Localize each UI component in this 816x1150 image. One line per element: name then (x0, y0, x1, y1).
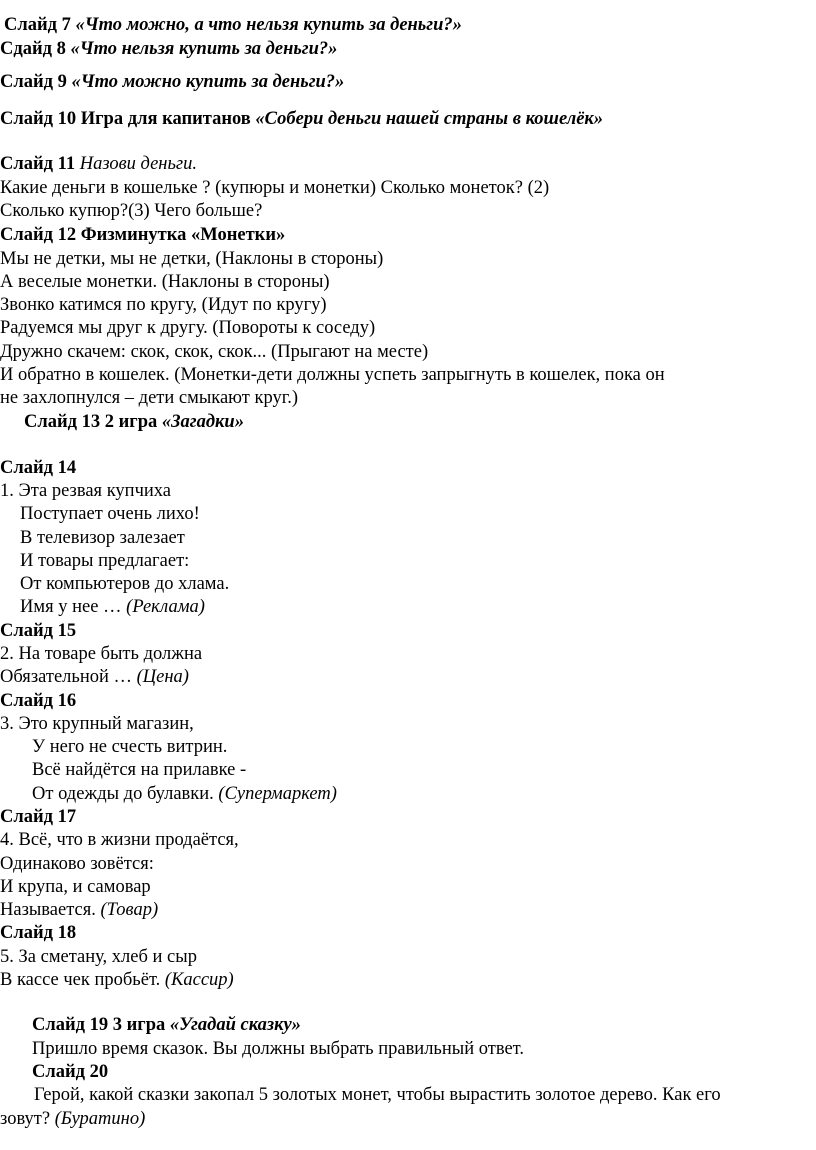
riddle-answer-line: Называется. (Товар) (0, 900, 159, 920)
riddle-line: У него не счесть витрин. (32, 737, 228, 757)
riddle-answer-line: В кассе чек пробьёт. (Кассир) (0, 970, 234, 990)
text-line: зовут? (Буратино) (0, 1109, 146, 1129)
text-line: Радуемся мы друг к другу. (Повороты к соседу) (0, 318, 376, 338)
line-slide-9: Слайд 9 «Что можно купить за деньги?» (0, 72, 345, 92)
text-line: Мы не детки, мы не детки, (Наклоны в стороны) (0, 249, 384, 269)
text-line: не захлопнулся – дети смыкают круг.) (0, 388, 298, 408)
text-line: Герой, какой сказки закопал 5 золотых монет, чтобы вырастить золотое дерево. Как его (34, 1085, 721, 1105)
line-slide-14: Слайд 14 (0, 458, 77, 478)
text-line: Пришло время сказок. Вы должны выбрать правильный ответ. (32, 1039, 524, 1059)
riddle-line: В телевизор залезает (20, 528, 185, 548)
riddle-line: И крупа, и самовар (0, 877, 151, 897)
line-slide-19: Слайд 19 3 игра «Угадай сказку» (32, 1015, 301, 1035)
riddle-line: 1. Эта резвая купчиха (0, 481, 171, 501)
text-line: И обратно в кошелек. (Монетки-дети должны успеть запрыгнуть в кошелек, пока он (0, 365, 665, 385)
riddle-line: Одинаково зовётся: (0, 854, 154, 874)
line-slide-18: Слайд 18 (0, 923, 77, 943)
line-slide-7: Слайд 7 «Что можно, а что нельзя купить за деньги?» (4, 15, 462, 35)
riddle-answer-line: От одежды до булавки. (Супермаркет) (32, 784, 337, 804)
riddle-line: И товары предлагает: (20, 551, 190, 571)
line-slide-12: Слайд 12 Физминутка «Монетки» (0, 225, 286, 245)
line-slide-10: Слайд 10 Игра для капитанов «Собери деньги нашей страны в кошелёк» (0, 109, 604, 129)
riddle-answer-line: Имя у нее … (Реклама) (20, 597, 205, 617)
riddle-answer-line: Обязательной … (Цена) (0, 667, 189, 687)
line-slide-20: Слайд 20 (32, 1062, 109, 1082)
text-line: Сколько купюр?(3) Чего больше? (0, 201, 263, 221)
riddle-line: 2. На товаре быть должна (0, 644, 203, 664)
riddle-line: Поступает очень лихо! (20, 504, 200, 524)
text-line: Какие деньги в кошельке ? (купюры и монетки) Сколько монеток? (2) (0, 178, 550, 198)
line-slide-16: Слайд 16 (0, 691, 77, 711)
text-line: А веселые монетки. (Наклоны в стороны) (0, 272, 330, 292)
riddle-line: От компьютеров до хлама. (20, 574, 230, 594)
riddle-line: Всё найдётся на прилавке - (32, 760, 247, 780)
line-slide-8: Сдайд 8 «Что нельзя купить за деньги?» (0, 39, 338, 59)
text-line: Звонко катимся по кругу, (Идут по кругу) (0, 295, 327, 315)
riddle-line: 3. Это крупный магазин, (0, 714, 194, 734)
riddle-line: 4. Всё, что в жизни продаётся, (0, 830, 239, 850)
riddle-line: 5. За сметану, хлеб и сыр (0, 947, 197, 967)
line-slide-11: Слайд 11 Назови деньги. (0, 154, 197, 174)
line-slide-17: Слайд 17 (0, 807, 77, 827)
text-line: Дружно скачем: скок, скок, скок... (Прыгают на месте) (0, 342, 429, 362)
line-slide-15: Слайд 15 (0, 621, 77, 641)
line-slide-13: Слайд 13 2 игра «Загадки» (24, 412, 244, 432)
